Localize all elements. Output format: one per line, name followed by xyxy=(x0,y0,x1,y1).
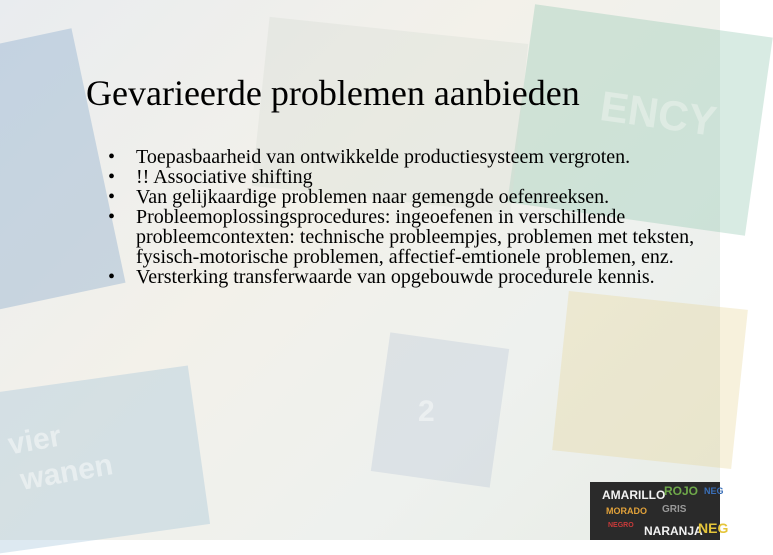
color-word: MORADO xyxy=(606,506,647,516)
color-words-image xyxy=(590,482,729,540)
color-word: NEGRO xyxy=(608,522,634,529)
color-word: NEG xyxy=(698,520,729,536)
color-word: NEG xyxy=(704,486,724,496)
bullet-list xyxy=(108,147,714,287)
bullet-item: • Toepasbaarheid van ontwikkelde productiesysteem vergroten. xyxy=(108,147,714,167)
slide-title: Gevarieerde problemen aanbieden xyxy=(86,73,580,113)
background-book-small xyxy=(371,332,509,487)
background-watermark-text: wanen xyxy=(17,448,116,497)
bullet-item: • Probleemoplossingsprocedures: ingeoefenen in verschillende probleemcontexten: technische probleempjes, problemen met teksten, fysisch-motorische problemen, affectief-emtionele problemen, enz. xyxy=(108,207,714,267)
bullet-item: • Versterking transferwaarde van opgebouwde procedurele kennis. xyxy=(108,267,714,287)
background-watermark-text: vier xyxy=(5,419,64,462)
color-word: ROJO xyxy=(664,484,699,498)
color-word: AMARILLO xyxy=(602,488,666,502)
bullet-item: • Van gelijkaardige problemen naar gemengde oefenreeksen. xyxy=(108,187,714,207)
bullet-item: • !! Associative shifting xyxy=(108,167,714,187)
background-watermark-number: 2 xyxy=(418,395,435,428)
background-book-yellow xyxy=(552,291,748,469)
color-word: NARANJA xyxy=(644,524,703,538)
color-word: GRIS xyxy=(662,504,687,515)
background-watermark-text: ENCY xyxy=(597,82,720,145)
background-book-blue xyxy=(0,28,125,311)
